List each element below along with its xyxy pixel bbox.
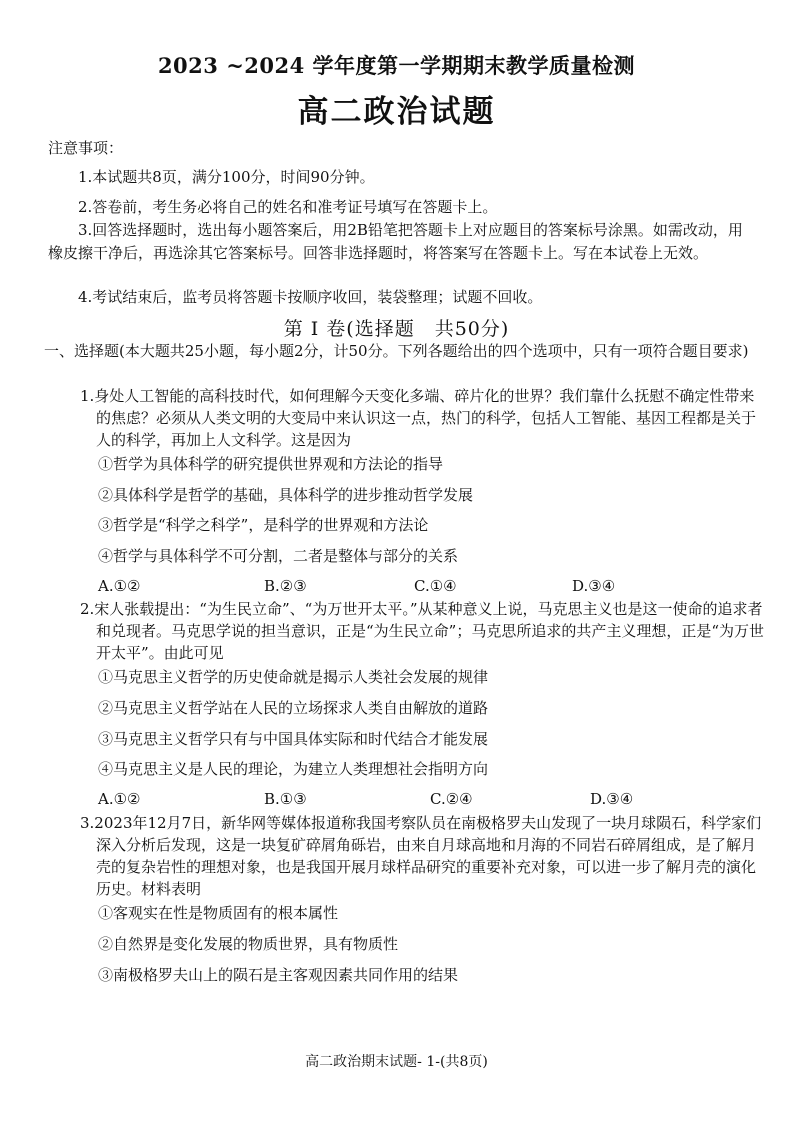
exam-line: 2023 ~2024 学年度第一学期期末教学质量检测	[157, 53, 636, 78]
question-2-choice-c: C.②④	[430, 790, 473, 808]
notice-item-2: 2.答卷前，考生务必将自己的姓名和准考证号填写在答题卡上。	[78, 198, 498, 216]
question-1-option-2: ②具体科学是哲学的基础，具体科学的进步推动哲学发展	[98, 486, 474, 504]
question-2-stem: 2.宋人张载提出：“为生民立命”、“为万世开太平。”从某种意义上说，马克思主义也是这一使命的追求者和兑现者。马克思学说的担当意识，正是“为生民立命”；马克思所追求的共产主义理想，正是“为万世开太平”。由此可见	[80, 600, 765, 662]
question-3-stem: 3.2023年12月7日，新华网等媒体报道称我国考察队员在南极格罗夫山发现了一块月球陨石，科学家们深入分析后发现，这是一块复矿碎屑角砾岩，由来自月球高地和月海的不同岩石碎屑组成，是了解月壳的复杂岩性的理想对象，也是我国开展月球样品研究的重要补充对象，可以进一步了解月壳的演化历史。材料表明	[80, 814, 762, 898]
question-1-choice-a: A.①②	[98, 577, 141, 595]
question-2-choice-b: B.①③	[264, 790, 307, 808]
question-1-choice-c: C.①④	[414, 577, 457, 595]
question-1-choices	[98, 577, 748, 599]
question-1-stem: 1.身处人工智能的高科技时代，如何理解今天变化多端、碎片化的世界？我们靠什么抚慰不确定性带来的焦虑？必须从人类文明的大变局中来认识这一点，热门的科学，包括人工智能、基因工程都是关于人的科学，再加上人文科学。这是因为	[80, 387, 757, 449]
question-1-choice-b: B.②③	[264, 577, 307, 595]
question-2-option-1: ①马克思主义哲学的历史使命就是揭示人类社会发展的规律	[98, 668, 489, 686]
question-2-option-2: ②马克思主义哲学站在人民的立场探求人类自由解放的道路	[98, 699, 489, 717]
question-2-option-3: ③马克思主义哲学只有与中国具体实际和时代结合才能发展	[98, 730, 489, 748]
notice-item-3: 3.回答选择题时，选出每小题答案后，用2B铅笔把答题卡上对应题目的答案标号涂黑。如需改动，用橡皮擦干净后，再选涂其它答案标号。回答非选择题时，将答案写在答题卡上。写在本试卷上无效。	[48, 221, 743, 262]
notice-heading: 注意事项：	[48, 139, 124, 157]
page-title: 高二政治试题	[297, 94, 496, 130]
question-2-choice-a: A.①②	[98, 790, 141, 808]
question-1-choice-d: D.③④	[572, 577, 616, 595]
question-2-choice-d: D.③④	[590, 790, 634, 808]
page-footer: 高二政治期末试题- 1-(共8页)	[305, 1054, 488, 1070]
section-heading: 第 Ⅰ 卷(选择题 共50分)	[283, 318, 510, 340]
question-3-option-2: ②自然界是变化发展的物质世界，具有物质性	[98, 935, 399, 953]
question-3-option-1: ①客观实在性是物质固有的根本属性	[98, 904, 339, 922]
question-2-choices	[98, 790, 748, 812]
question-1-option-4: ④哲学与具体科学不可分割，二者是整体与部分的关系	[98, 547, 459, 565]
question-1-option-1: ①哲学为具体科学的研究提供世界观和方法论的指导	[98, 455, 444, 473]
notice-item-1: 1.本试题共8页，满分100分，时间90分钟。	[78, 168, 375, 186]
notice-item-4: 4.考试结束后，监考员将答题卡按顺序收回，装袋整理；试题不回收。	[78, 288, 543, 306]
question-1-option-3: ③哲学是“科学之科学”，是科学的世界观和方法论	[98, 516, 429, 534]
part-heading: 一、选择题(本大题共25小题，每小题2分，计50分。下列各题给出的四个选项中，只有一项符合题目要求)	[44, 342, 749, 360]
question-2-option-4: ④马克思主义是人民的理论，为建立人类理想社会指明方向	[98, 760, 489, 778]
question-3-option-3: ③南极格罗夫山上的陨石是主客观因素共同作用的结果	[98, 966, 459, 984]
